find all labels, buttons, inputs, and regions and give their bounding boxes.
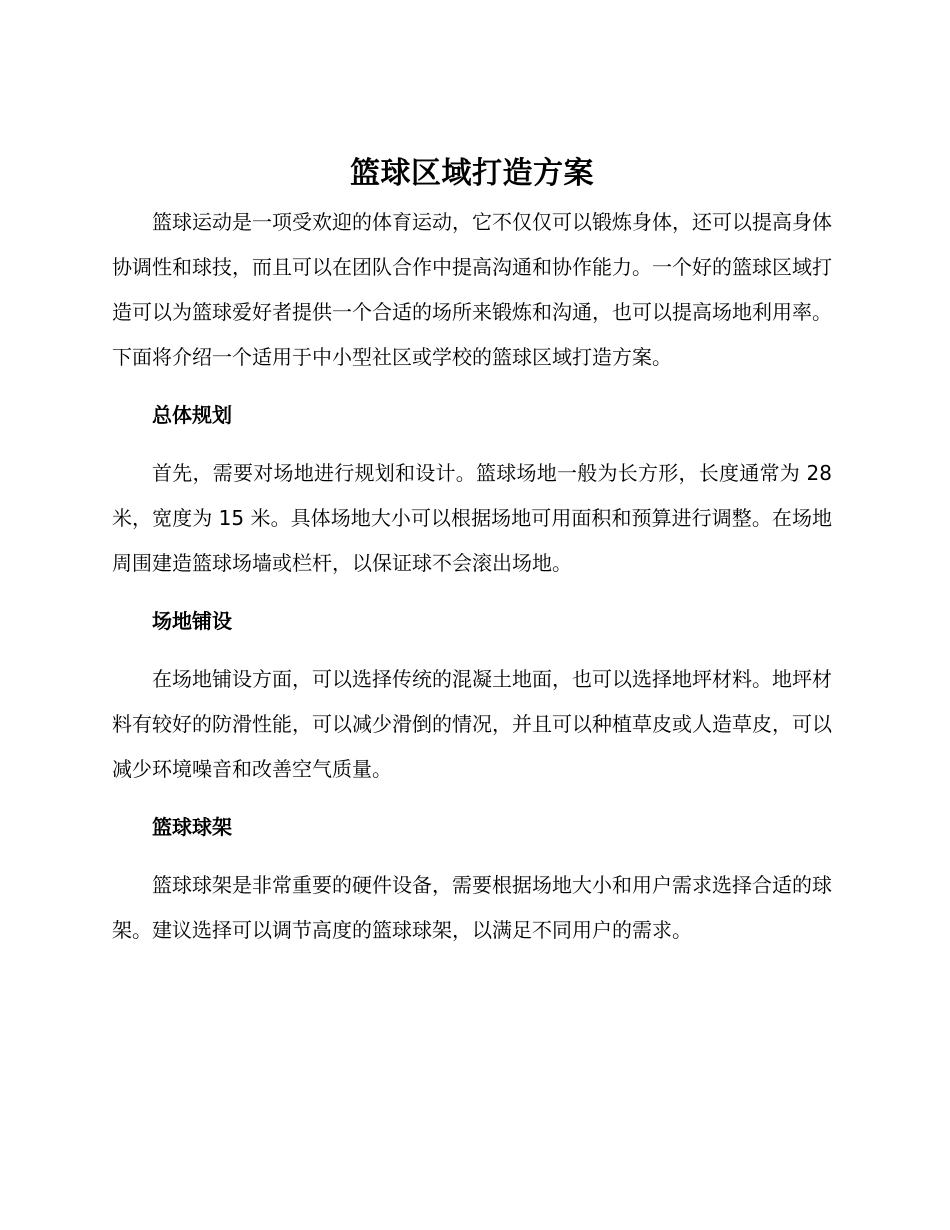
section-heading-basketball-hoop: 篮球球架: [152, 815, 232, 839]
spacer: [112, 644, 832, 657]
section-heading-overall-planning: 总体规划: [152, 403, 232, 427]
spacer: [112, 792, 832, 805]
spacer: [112, 850, 832, 863]
spacer: [112, 438, 832, 451]
document-title: 篮球区域打造方案: [350, 156, 594, 191]
document-page: [112, 148, 832, 953]
intro-paragraph: 篮球运动是一项受欢迎的体育运动，它不仅仅可以锻炼身体，还可以提高身体协调性和球技，而且可以在团队合作中提高沟通和协作能力。一个好的篮球区域打造可以为篮球爱好者提供一个合适的场所来锻炼和沟通，也可以提高场地利用率。下面将介绍一个适用于中小型社区或学校的篮球区域打造方案。: [112, 210, 832, 369]
section-heading-court-surface: 场地铺设: [152, 609, 232, 633]
spacer: [112, 380, 832, 393]
section-body-overall-planning: 首先，需要对场地进行规划和设计。篮球场地一般为长方形，长度通常为 28 米，宽度为 15 米。具体场地大小可以根据场地可用面积和预算进行调整。在场地周围建造篮球场墙或栏杆，以保证球不会滚出场地。: [112, 461, 832, 575]
section-body-basketball-hoop: 篮球球架是非常重要的硬件设备，需要根据场地大小和用户需求选择合适的球架。建议选择可以调节高度的篮球球架，以满足不同用户的需求。: [112, 873, 832, 942]
spacer: [112, 586, 832, 599]
section-body-court-surface: 在场地铺设方面，可以选择传统的混凝土地面，也可以选择地坪材料。地坪材料有较好的防滑性能，可以减少滑倒的情况，并且可以种植草皮或人造草皮，可以减少环境噪音和改善空气质量。: [112, 667, 832, 781]
